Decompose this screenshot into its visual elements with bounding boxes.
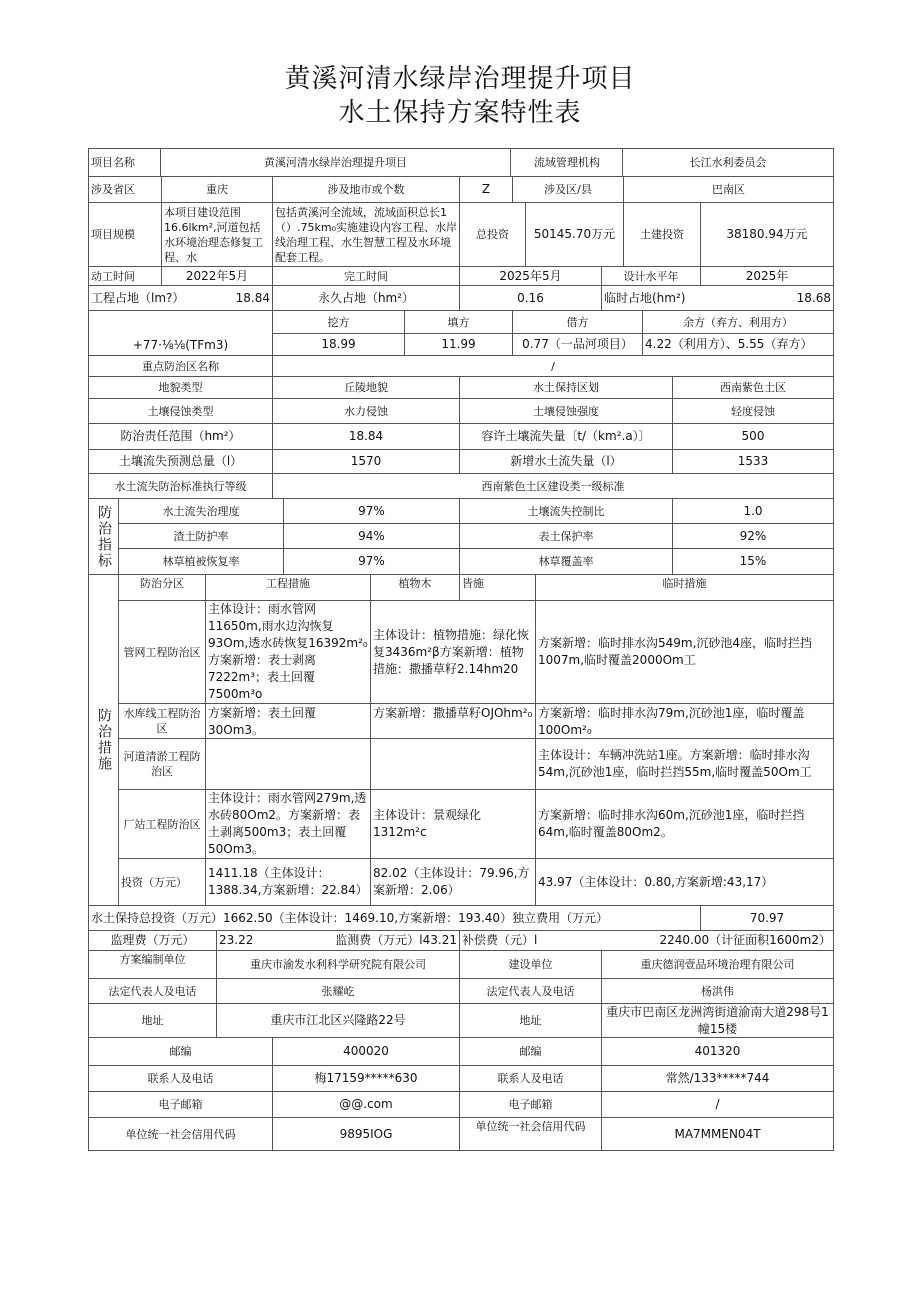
std: 西南紫色土区建设类一级标准 bbox=[481, 479, 625, 493]
cell-email2 bbox=[601, 1091, 834, 1118]
cell-z4-veg bbox=[370, 789, 536, 859]
cell-z4 bbox=[118, 789, 206, 859]
cell-district bbox=[623, 176, 834, 203]
cell-landform-label bbox=[88, 376, 273, 399]
cell-scale-text-2 bbox=[272, 202, 460, 267]
total-sw: 1662.50（主体设计：1469.10,方案新增：193.40）独立费用（万元） bbox=[223, 910, 609, 925]
rep: 张耀屹 bbox=[321, 984, 355, 998]
cell-z1 bbox=[118, 600, 206, 704]
document-subtitle: 水土保持方案特性表 bbox=[338, 98, 582, 128]
cell-m-zone-h bbox=[118, 574, 206, 601]
cell-city-count-label bbox=[272, 176, 460, 203]
cell-basin-agency bbox=[622, 148, 834, 177]
cell-code bbox=[272, 1117, 460, 1151]
design-year-label: 设计水平年 bbox=[623, 269, 679, 283]
erosion-type-label: 土壤侵蚀类型 bbox=[147, 404, 214, 418]
cell-total-invest-label bbox=[459, 202, 526, 267]
cell-z3-tmp bbox=[535, 738, 834, 790]
cell-project-name-label bbox=[88, 148, 162, 177]
i1: 97% bbox=[358, 503, 385, 518]
addr-label: 地址 bbox=[141, 1014, 164, 1027]
surplus-label: 余方（弃方、利用方） bbox=[683, 315, 793, 329]
cell-sw-zone bbox=[672, 376, 834, 399]
m-veg-h2: 皆施 bbox=[462, 577, 484, 590]
cell-builder bbox=[601, 950, 834, 979]
cell-key-zone bbox=[272, 355, 834, 377]
std-label: 水土流失防治标准执行等级 bbox=[114, 479, 247, 493]
z2-eng: 方案新增：表土回覆30Om3。 bbox=[208, 706, 317, 737]
cell-i6 bbox=[672, 548, 834, 575]
surplus: 4.22（利用方）、5.55（弃方） bbox=[645, 337, 813, 351]
email2: / bbox=[715, 1097, 720, 1111]
email: @@.com bbox=[339, 1097, 393, 1111]
cell-inv-tmp bbox=[535, 858, 834, 906]
province: 重庆 bbox=[206, 183, 228, 196]
cell-erosion-type-label bbox=[88, 398, 273, 424]
land: 18.84 bbox=[235, 290, 270, 305]
contact: 梅17159*****630 bbox=[314, 1071, 418, 1085]
cell-z3-eng bbox=[205, 738, 371, 790]
cell-cut bbox=[272, 333, 405, 356]
cell-contact2-label bbox=[459, 1065, 602, 1092]
cell-z1-tmp bbox=[535, 600, 834, 704]
cell-std bbox=[272, 473, 834, 499]
erosion-int: 轻度侵蚀 bbox=[731, 404, 775, 418]
cell-start-label bbox=[88, 266, 162, 286]
cell-perm-label bbox=[272, 285, 460, 311]
cell-inv-veg bbox=[370, 858, 536, 906]
project-name: 黄溪河清水绿岸治理提升项目 bbox=[264, 156, 407, 169]
total-sw-label: 水土保持总投资（万元） bbox=[91, 910, 224, 925]
cell-new-loss bbox=[672, 449, 834, 474]
erosion-type: 水力侵蚀 bbox=[344, 404, 388, 418]
cell-start bbox=[161, 266, 273, 286]
pred-label: 土壤流失预测总量（l） bbox=[118, 454, 243, 468]
city-count: Z bbox=[481, 182, 491, 196]
rep2-label: 法定代表人及电话 bbox=[486, 984, 575, 998]
cell-i2-label bbox=[459, 498, 673, 524]
cell-zip bbox=[272, 1037, 460, 1066]
cell-fill bbox=[404, 333, 513, 356]
inv-veg: 82.02（主体设计：79.96,方案新增：2.06） bbox=[373, 866, 530, 897]
temp: 18.68 bbox=[796, 290, 831, 305]
cell-m-veg-h bbox=[370, 574, 460, 601]
cell-allow bbox=[672, 423, 834, 450]
i4-label: 表土保护率 bbox=[538, 529, 594, 543]
start: 2022年5月 bbox=[185, 268, 249, 283]
m-eng-h: 工程措施 bbox=[266, 577, 310, 590]
cell-i4-label bbox=[459, 523, 673, 549]
end: 2025年5月 bbox=[499, 268, 562, 283]
document-title: 黄溪河清水绿岸治理提升项目 bbox=[284, 64, 636, 94]
cell-zip2 bbox=[601, 1037, 834, 1066]
i6: 15% bbox=[739, 554, 767, 568]
erosion-int-label: 土壤侵蚀强度 bbox=[533, 404, 599, 418]
cell-scale-label bbox=[88, 202, 162, 267]
cell-rep2-label bbox=[459, 978, 602, 1004]
code-label: 单位统一社会信用代码 bbox=[125, 1127, 236, 1141]
landform: 丘陵地貌 bbox=[344, 381, 388, 394]
borrow-label: 借方 bbox=[566, 315, 589, 329]
cell-m-tmp-h bbox=[535, 574, 834, 601]
cell-new-loss-label bbox=[459, 449, 673, 474]
sup-label: 监理费（万元） bbox=[110, 933, 195, 947]
i2: 1.0 bbox=[743, 503, 763, 518]
district: 巴南区 bbox=[712, 183, 745, 196]
scale-text-1: 本项目建设范围16.6lkm²,河道包括水环境治理态修复工程、水 bbox=[164, 205, 263, 264]
design-year: 2025年 bbox=[745, 268, 789, 283]
cell-pred-label bbox=[88, 449, 273, 474]
z1: 管网工程防治区 bbox=[123, 645, 201, 659]
new-loss: 1533 bbox=[737, 454, 769, 468]
builder-label: 建设单位 bbox=[508, 958, 553, 971]
z2-veg: 方案新增：撒播草籽OJOhm²₀ bbox=[373, 706, 533, 720]
cell-civil-invest bbox=[700, 202, 834, 267]
new-loss-label: 新增水土流失量（l） bbox=[510, 454, 622, 468]
idx-label: 防治指标 bbox=[96, 504, 112, 569]
cell-email2-label bbox=[459, 1091, 602, 1118]
z4-eng: 主体设计：雨水管网279m,透水砖80Om2。方案新增：表土剥离500m3；表土回覆50Om3。 bbox=[208, 791, 367, 856]
cell-org-label bbox=[88, 950, 217, 979]
z3: 河道清淤工程防治区 bbox=[123, 750, 201, 778]
inv-eng: 1411.18（主体设计：1388.34,方案新增：22.84） bbox=[208, 866, 368, 897]
cell-province-label bbox=[88, 176, 162, 203]
cell-z1-eng bbox=[205, 600, 371, 704]
cell-code2-label bbox=[459, 1117, 602, 1151]
total-invest-label: 总投资 bbox=[476, 228, 509, 241]
i3-label: 渣土防护率 bbox=[173, 529, 229, 543]
cell-std-label bbox=[88, 473, 273, 499]
land-label: 工程占地（lm?） bbox=[91, 290, 185, 305]
perm: 0.16 bbox=[517, 290, 544, 305]
sw-zone: 西南紫色土区 bbox=[720, 381, 786, 394]
z1-eng: 主体设计：雨水管网11650m,雨水边沟恢复93Om,透水砖恢复16392m²₀方案新增：表士剥离7222m³；表土回覆7500m³o bbox=[208, 602, 368, 701]
cell-design-year bbox=[700, 266, 834, 286]
code2: MA7MMEN04T bbox=[674, 1126, 761, 1141]
cell-erosion-int bbox=[672, 398, 834, 424]
m-label: 防治措施 bbox=[96, 708, 112, 772]
cell-sup bbox=[216, 930, 460, 951]
cell-total-sw-label bbox=[88, 905, 701, 931]
z3-tmp: 主体设计：车辆冲洗站1座。方案新增：临时排水沟54m,沉砂池1座，临时拦挡55m,临时覆盖50Om工 bbox=[538, 748, 812, 779]
cell-i5-label bbox=[118, 548, 284, 575]
m-zone-h: 防治分区 bbox=[140, 577, 184, 590]
cell-i1 bbox=[283, 498, 460, 524]
cell-erosion-type bbox=[272, 398, 460, 424]
cell-contact bbox=[272, 1065, 460, 1092]
cell-i1-label bbox=[118, 498, 284, 524]
cell-surplus-label bbox=[642, 310, 834, 334]
province-label: 涉及省区 bbox=[91, 183, 135, 196]
city-count-label: 涉及地市或个数 bbox=[327, 183, 405, 196]
cell-z1-veg bbox=[370, 600, 536, 704]
cell-addr-label bbox=[88, 1003, 217, 1038]
code2-label: 单位统一社会信用代码 bbox=[475, 1120, 586, 1133]
cell-indep bbox=[700, 905, 834, 931]
resp: 18.84 bbox=[348, 429, 384, 443]
cell-allow-label bbox=[459, 423, 673, 450]
cell-borrow-label bbox=[512, 310, 643, 334]
scale-label: 项目规模 bbox=[91, 228, 135, 241]
z4-veg: 主体设计：景观绿化1312m²c bbox=[373, 808, 482, 839]
email-label: 电子邮箱 bbox=[158, 1098, 203, 1111]
i2-label: 土壤流失控制比 bbox=[527, 504, 605, 518]
z4-tmp: 方案新增：临时排水沟60m,沉砂池1座，临时拦挡64m,临时覆盖80Om2。 bbox=[538, 808, 805, 839]
cell-basin-agency-label bbox=[510, 148, 624, 177]
cell-rep2 bbox=[601, 978, 834, 1004]
sw-zone-label: 水土保持区划 bbox=[533, 381, 599, 394]
basin-agency: 长江水利委员会 bbox=[689, 156, 767, 169]
inv-tmp: 43.97（主体设计：0.80,方案新增:43,17） bbox=[538, 874, 774, 889]
total-invest: 50145.70万元 bbox=[533, 227, 616, 241]
cell-scale-text-1 bbox=[161, 202, 273, 267]
cell-district-label bbox=[512, 176, 624, 203]
cell-z2-eng bbox=[205, 703, 371, 739]
cell-contact-label bbox=[88, 1065, 273, 1092]
cell-m-label bbox=[88, 574, 119, 906]
cell-email-label bbox=[88, 1091, 273, 1118]
cell-rep-label bbox=[88, 978, 217, 1004]
cell-province bbox=[161, 176, 273, 203]
i5: 97% bbox=[358, 554, 385, 568]
allow: 500 bbox=[741, 429, 765, 443]
end-label: 完工时间 bbox=[344, 269, 388, 283]
resp-label: 防治责任范围（hm²） bbox=[120, 429, 241, 443]
cell-perm bbox=[459, 285, 602, 311]
cell-i5 bbox=[283, 548, 460, 575]
z4: 厂站工程防治区 bbox=[123, 817, 201, 831]
cell-i6-label bbox=[459, 548, 673, 575]
cell-civil-invest-label bbox=[623, 202, 701, 267]
code: 9895IOG bbox=[339, 1126, 393, 1141]
cell-contact2 bbox=[601, 1065, 834, 1092]
cell-earth-label bbox=[88, 310, 273, 356]
contact-label: 联系人及电话 bbox=[147, 1072, 214, 1085]
cell-land-label bbox=[88, 285, 273, 311]
cell-end-label bbox=[272, 266, 460, 286]
addr2-label: 地址 bbox=[519, 1014, 542, 1027]
cell-fill-label bbox=[404, 310, 513, 334]
m-tmp-h: 临时措施 bbox=[662, 577, 707, 590]
cell-key-zone-label bbox=[88, 355, 273, 377]
fill-label: 填方 bbox=[447, 315, 470, 329]
perm-label: 永久占地（hm²） bbox=[317, 290, 415, 305]
cell-erosion-int-label bbox=[459, 398, 673, 424]
org: 重庆市渝发水利科学研究院有限公司 bbox=[250, 958, 426, 971]
cell-zip-label bbox=[88, 1037, 273, 1066]
cell-code2 bbox=[601, 1117, 834, 1151]
cell-i3 bbox=[283, 523, 460, 549]
cell-resp bbox=[272, 423, 460, 450]
cell-m-eng-h bbox=[205, 574, 371, 601]
cell-design-year-label bbox=[601, 266, 701, 286]
z1-tmp: 方案新增：临时排水沟549m,沉砂池4座，临时拦挡1007m,临时覆盖2000Om工 bbox=[538, 636, 813, 667]
cell-temp-label bbox=[601, 285, 834, 311]
cell-surplus bbox=[642, 333, 834, 356]
civil-invest-label: 土建投资 bbox=[640, 228, 684, 241]
z1-veg: 主体设计：植物措施：绿化恢复3436m²β方案新增：植物措施：撒播草籽2.14hm20 bbox=[373, 627, 530, 676]
basin-agency-label: 流域管理机构 bbox=[534, 156, 600, 169]
cell-i4 bbox=[672, 523, 834, 549]
cell-email bbox=[272, 1091, 460, 1118]
borrow: 0.77（一品河项目） bbox=[522, 337, 633, 351]
contact2: 常然/133*****744 bbox=[665, 1071, 770, 1085]
cell-total-invest bbox=[525, 202, 624, 267]
sup: 23.22 bbox=[219, 933, 254, 947]
cell-addr2-label bbox=[459, 1003, 602, 1038]
inv-label: 投资（万元） bbox=[121, 875, 187, 889]
pred: 1570 bbox=[350, 454, 382, 468]
cell-addr bbox=[216, 1003, 460, 1038]
zip2-label: 邮编 bbox=[519, 1045, 542, 1058]
fill: 11.99 bbox=[441, 337, 476, 351]
cell-comp-label bbox=[459, 930, 834, 951]
key-zone: / bbox=[551, 359, 555, 373]
i6-label: 林草覆盖率 bbox=[538, 555, 594, 568]
start-label: 动工时间 bbox=[91, 269, 135, 283]
allow-label: 容许土壤流失量〔t/（km².a）〕 bbox=[481, 429, 651, 443]
builder: 重庆德润壹品环境治理有限公司 bbox=[640, 958, 795, 971]
cell-z3 bbox=[118, 738, 206, 790]
mon-label: 监测费（万元）l43.21 bbox=[335, 933, 457, 947]
i3: 94% bbox=[358, 528, 385, 543]
addr2: 重庆市巴南区龙洲湾街道渝南大道298号1幢15楼 bbox=[606, 1004, 829, 1036]
cell-pred bbox=[272, 449, 460, 474]
cell-z2 bbox=[118, 703, 206, 739]
cell-z2-veg bbox=[370, 703, 536, 739]
cell-code-label bbox=[88, 1117, 273, 1151]
cell-inv-label bbox=[118, 858, 206, 906]
cell-cut-label bbox=[272, 310, 405, 334]
cell-i3-label bbox=[118, 523, 284, 549]
cell-sup-label bbox=[88, 930, 217, 951]
cut-label: 挖方 bbox=[327, 315, 350, 329]
cell-z4-eng bbox=[205, 789, 371, 859]
cell-zip2-label bbox=[459, 1037, 602, 1066]
cell-resp-label bbox=[88, 423, 273, 450]
cell-z3-veg bbox=[370, 738, 536, 790]
cell-z4-tmp bbox=[535, 789, 834, 859]
contact2-label: 联系人及电话 bbox=[497, 1072, 564, 1085]
cell-org bbox=[216, 950, 460, 979]
m-veg-h: 植物木 bbox=[398, 577, 432, 590]
comp-label: 补偿费（元）l bbox=[462, 933, 538, 947]
cell-z2-tmp bbox=[535, 703, 834, 739]
i5-label: 林草植被恢复率 bbox=[162, 555, 240, 568]
z2: 水库线工程防治区 bbox=[123, 707, 201, 735]
cell-sw-zone-label bbox=[459, 376, 673, 399]
addr: 重庆市江北区兴隆路22号 bbox=[270, 1013, 406, 1027]
cell-project-name bbox=[160, 148, 511, 177]
civil-invest: 38180.94万元 bbox=[726, 227, 808, 241]
i1-label: 水土流失治理度 bbox=[162, 504, 240, 518]
zip: 400020 bbox=[343, 1044, 389, 1058]
zip-label: 邮编 bbox=[169, 1045, 192, 1058]
earth-label: +77·⅛⅛(TFm3) bbox=[132, 338, 229, 352]
cell-i2 bbox=[672, 498, 834, 524]
cell-m-veg-h2 bbox=[459, 574, 536, 601]
cell-landform bbox=[272, 376, 460, 399]
email2-label: 电子邮箱 bbox=[508, 1098, 553, 1111]
org-label: 方案编制单位 bbox=[119, 953, 186, 966]
indep: 70.97 bbox=[749, 910, 785, 925]
cell-builder-label bbox=[459, 950, 602, 979]
cell-rep bbox=[216, 978, 460, 1004]
cell-city-count bbox=[459, 176, 513, 203]
project-name-label: 项目名称 bbox=[91, 156, 135, 169]
landform-label: 地貌类型 bbox=[158, 381, 203, 394]
cell-end bbox=[459, 266, 602, 286]
i4: 92% bbox=[739, 528, 767, 543]
cell-idx-label bbox=[88, 498, 119, 575]
cell-inv-eng bbox=[205, 858, 371, 906]
key-zone-label: 重点防治区名称 bbox=[142, 359, 219, 373]
cut: 18.99 bbox=[321, 337, 356, 351]
temp-label: 临时占地(hm²) bbox=[604, 290, 686, 305]
rep-label: 法定代表人及电话 bbox=[108, 984, 197, 998]
comp: 2240.00（计征面积1600m2） bbox=[659, 933, 831, 947]
district-label: 涉及区/县 bbox=[544, 183, 592, 196]
scale-text-2: 包括黄溪河全流域，流域面积总长1（）.75km₀实施建设内容工程、水岸线治理工程、水生智慧工程及水环境配套工程。 bbox=[275, 205, 457, 264]
rep2: 杨洪伟 bbox=[701, 984, 734, 998]
cell-addr2 bbox=[601, 1003, 834, 1038]
zip2: 401320 bbox=[694, 1044, 741, 1058]
z2-tmp: 方案新增：临时排水沟79m,沉砂池1座，临时覆盖100Om²₀ bbox=[538, 706, 805, 737]
cell-borrow bbox=[512, 333, 643, 356]
